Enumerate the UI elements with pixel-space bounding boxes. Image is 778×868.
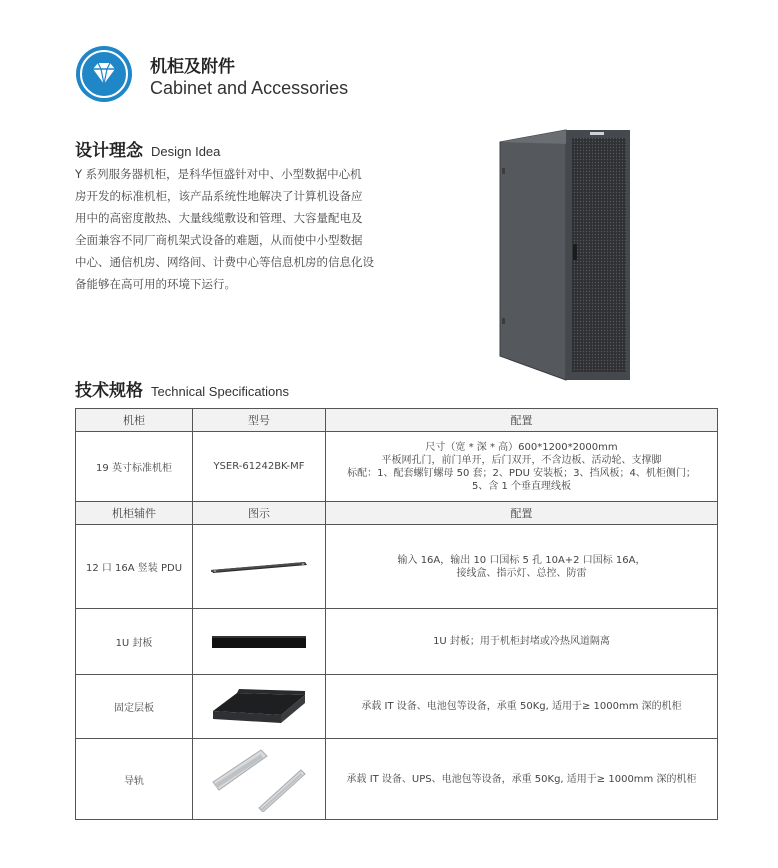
paragraph-line: 全面兼容不同厂商机架式设备的难题，从而使中小型数据: [75, 233, 363, 247]
accessory-name-cell: 12 口 16A 竖装 PDU: [76, 525, 193, 609]
shelf-image: [209, 687, 309, 727]
design-heading-cn: 设计理念: [75, 141, 143, 161]
accessory-name-cell: 1U 封板: [76, 609, 193, 675]
table-header-row: [76, 502, 718, 525]
spec-heading: [75, 376, 289, 401]
table-row: [76, 609, 718, 675]
blank-panel-image: [211, 634, 307, 650]
config-line: 接线盒、指示灯、总控、防雷: [456, 567, 587, 579]
paragraph-line: 备能够在高可用的环境下运行。: [75, 277, 236, 291]
table-header-row: [76, 409, 718, 432]
table-header-cell: 机柜: [76, 409, 193, 432]
spec-heading-cn: 技术规格: [75, 381, 143, 401]
spec-table: [75, 408, 718, 820]
spec-heading-en: Technical Specifications: [151, 384, 290, 399]
accessory-name-cell: 固定层板: [76, 675, 193, 739]
table-header-cell: 机柜辅件: [76, 502, 193, 525]
accessory-image-cell: [193, 525, 326, 609]
table-row: [76, 675, 718, 739]
accessory-config-cell: [326, 609, 718, 675]
table-header-cell: 图示: [193, 502, 326, 525]
config-line: 尺寸（宽 * 深 * 高）600*1200*2000mm: [425, 441, 618, 453]
paragraph-line: 房开发的标准机柜，该产品系统性地解决了计算机设备应: [75, 189, 363, 203]
server-cabinet-image: [498, 128, 638, 382]
table-header-cell: 型号: [193, 409, 326, 432]
accessory-config-cell: [326, 675, 718, 739]
cabinet-name-cell: 19 英寸标准机柜: [76, 432, 193, 502]
cabinet-model-cell: YSER-61242BK-MF: [193, 432, 326, 502]
config-line: 承载 IT 设备、电池包等设备，承重 50Kg, 适用于≥ 1000mm 深的机柜: [361, 701, 682, 712]
accessory-image-cell: [193, 739, 326, 820]
paragraph-line: Y 系列服务器机柜，是科华恒盛针对中、小型数据中心机: [75, 167, 362, 181]
config-line: 输入 16A，输出 10 口国标 5 孔 10A+2 口国标 16A，: [397, 554, 646, 566]
design-idea-heading: [75, 136, 220, 161]
design-paragraph: [75, 163, 381, 295]
config-line: 平板网孔门，前门单开，后门双开，不含边板、活动轮、支撑脚: [381, 454, 662, 466]
table-row: [76, 525, 718, 609]
rail-image: [209, 746, 309, 812]
page-title: 机柜及附件: [150, 57, 235, 77]
table-row: [76, 739, 718, 820]
pdu-strip-image: [209, 557, 309, 577]
paragraph-line: 中心、通信机房、网络间、计费中心等信息机房的信息化设: [75, 255, 374, 269]
config-line: 5、含 1 个垂直理线板: [471, 480, 572, 492]
paragraph-line: 用中的高密度散热、大量线缆敷设和管理、大容量配电及: [75, 211, 363, 225]
config-line: 承载 IT 设备、UPS、电池包等设备，承重 50Kg, 适用于≥ 1000mm 深的机柜: [346, 773, 697, 785]
cabinet-config-cell: [326, 432, 718, 502]
accessory-image-cell: [193, 609, 326, 675]
diamond-logo-icon: [76, 46, 132, 102]
accessory-image-cell: [193, 675, 326, 739]
accessory-config-cell: [326, 739, 718, 820]
table-row: [76, 432, 718, 502]
config-line: 标配：1、配套螺钉螺母 50 套；2、PDU 安装板；3、挡风板；4、机柜侧门；: [347, 467, 696, 479]
accessory-name-cell: 导轨: [76, 739, 193, 820]
design-heading-en: Design Idea: [151, 144, 221, 159]
table-header-cell: 配置: [326, 409, 718, 432]
config-line: 1U 封板；用于机柜封堵或冷热风道隔离: [433, 636, 610, 647]
accessory-config-cell: [326, 525, 718, 609]
table-header-cell: 配置: [326, 502, 718, 525]
page-subtitle: Cabinet and Accessories: [150, 78, 349, 98]
